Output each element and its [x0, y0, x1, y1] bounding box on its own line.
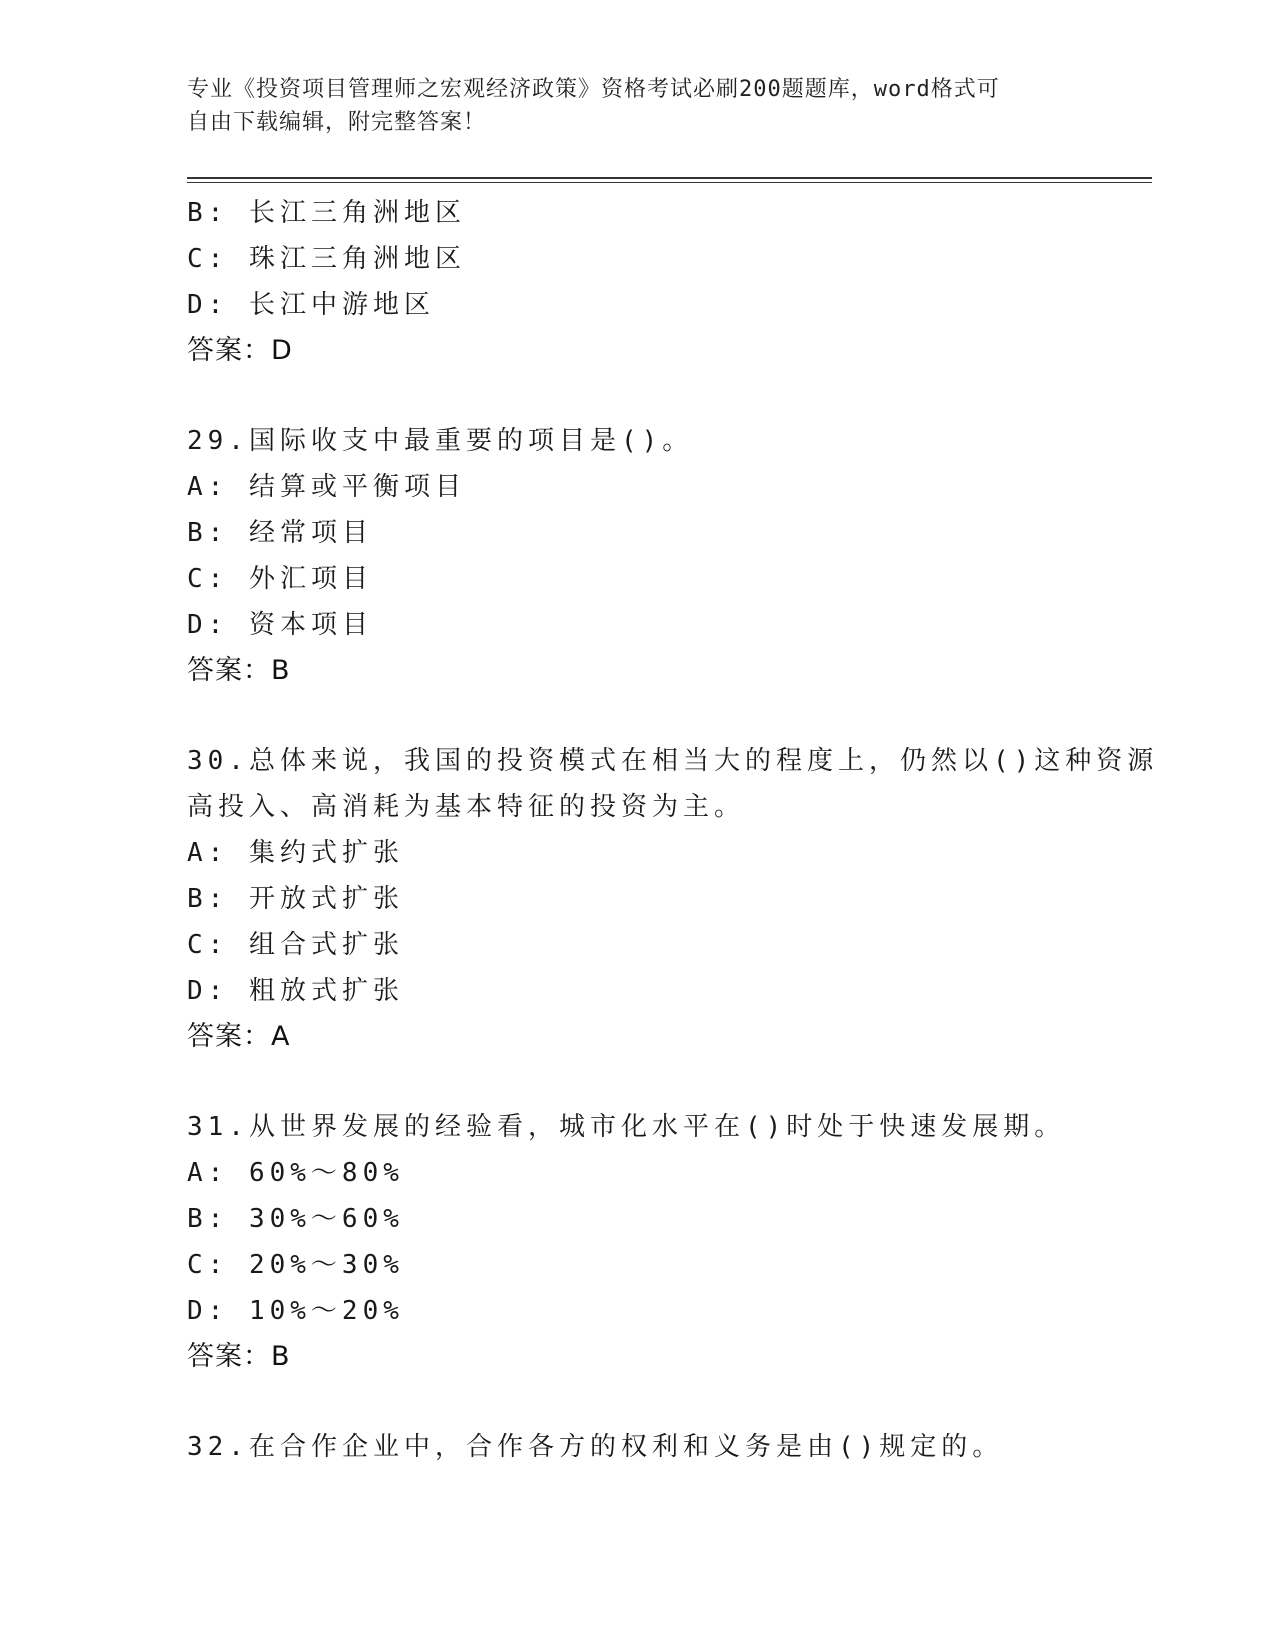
question-stem: 29.国际收支中最重要的项目是()。: [187, 426, 694, 456]
question-30: [187, 738, 1159, 1060]
option-c: C: 珠江三角洲地区: [187, 244, 466, 274]
question-stem: 30.总体来说，我国的投资模式在相当大的程度上，仍然以()这种资源: [187, 746, 1159, 776]
question-32: [187, 1424, 1087, 1470]
header-divider-thick: [187, 177, 1152, 179]
option-a: A: 60%～80%: [187, 1158, 404, 1188]
question-28-continuation: [187, 190, 1087, 374]
answer-line: 答案：B: [187, 1341, 291, 1372]
question-stem-continued: 高投入、高消耗为基本特征的投资为主。: [187, 792, 746, 822]
option-b: B: 30%～60%: [187, 1204, 404, 1234]
question-31: [187, 1104, 1087, 1380]
option-d: D: 资本项目: [187, 610, 373, 640]
option-d: D: 长江中游地区: [187, 290, 435, 320]
option-b: B: 经常项目: [187, 518, 373, 548]
option-b: B: 开放式扩张: [187, 884, 404, 914]
question-29: [187, 418, 1087, 694]
option-b: B: 长江三角洲地区: [187, 198, 466, 228]
option-d: D: 10%～20%: [187, 1296, 404, 1326]
option-c: C: 外汇项目: [187, 564, 373, 594]
answer-line: 答案：A: [187, 1021, 291, 1052]
option-d: D: 粗放式扩张: [187, 976, 404, 1006]
header-line-2: 自由下载编辑，附完整答案！: [187, 110, 487, 135]
question-stem: 31.从世界发展的经验看，城市化水平在()时处于快速发展期。: [187, 1112, 1066, 1142]
answer-line: 答案：D: [187, 335, 293, 366]
question-stem: 32.在合作企业中，合作各方的权利和义务是由()规定的。: [187, 1432, 1004, 1462]
header-line-1: 专业《投资项目管理师之宏观经济政策》资格考试必刷200题题库，word格式可: [187, 77, 1000, 102]
header-divider-thin: [187, 182, 1152, 183]
option-a: A: 结算或平衡项目: [187, 472, 466, 502]
question-content: [187, 190, 1159, 1470]
option-a: A: 集约式扩张: [187, 838, 404, 868]
option-c: C: 组合式扩张: [187, 930, 404, 960]
document-header: [187, 73, 1067, 139]
answer-line: 答案：B: [187, 655, 291, 686]
option-c: C: 20%～30%: [187, 1250, 404, 1280]
